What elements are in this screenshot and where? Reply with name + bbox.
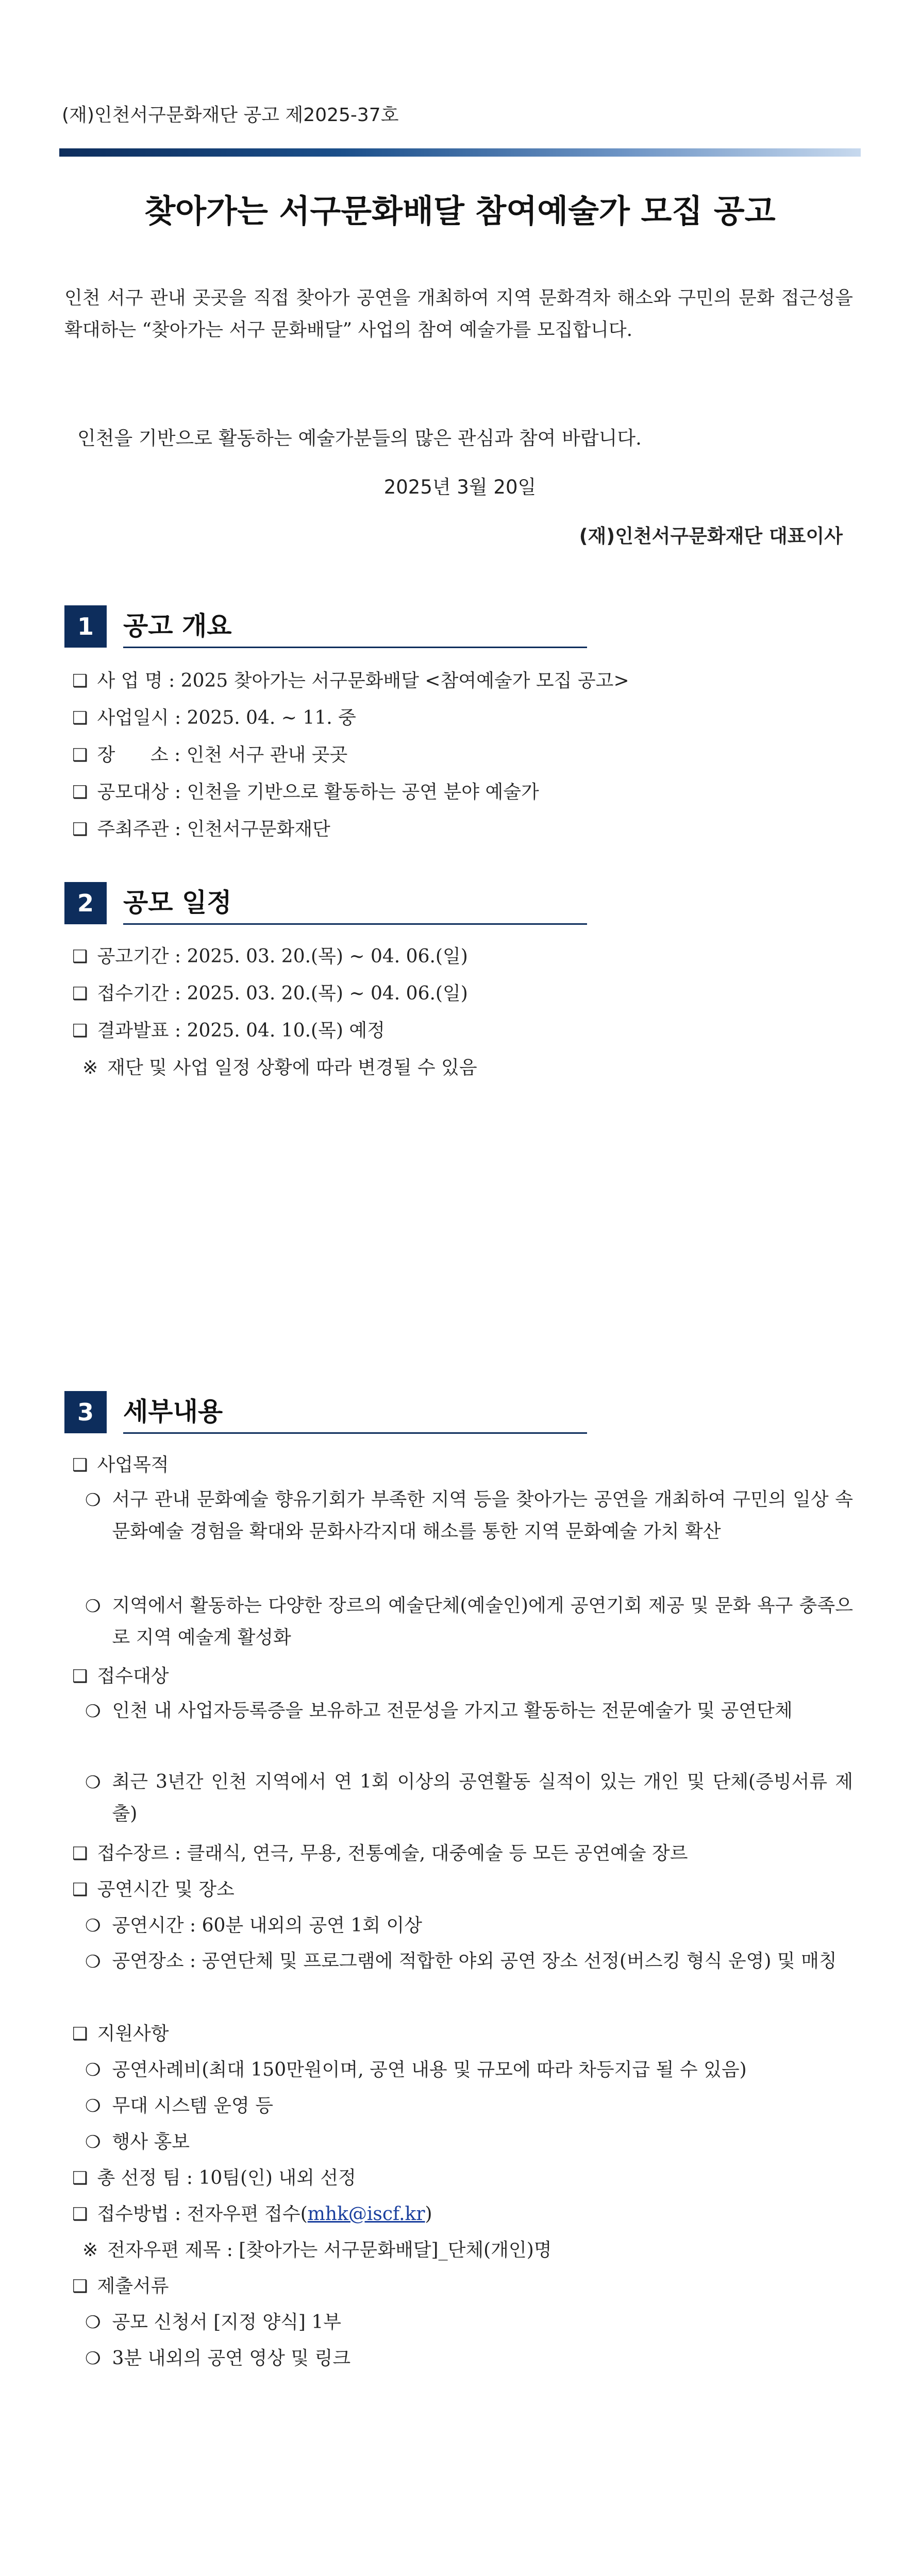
circle-bullet-icon: ❍ xyxy=(85,2060,101,2080)
circle-bullet-icon: ❍ xyxy=(85,2312,101,2333)
list-item: ❑ 접수기간 : 2025. 03. 20.(목) ~ 04. 06.(일) xyxy=(72,977,468,1010)
circle-bullet-icon: ❍ xyxy=(85,2096,101,2116)
note: ※ 전자우편 제목 : [찾아가는 서구문화배달]_단체(개인)명 xyxy=(82,2234,552,2267)
square-bullet-icon: ❑ xyxy=(72,1021,88,1041)
list-item: ❍ 3분 내외의 공연 영상 및 링크 xyxy=(85,2342,350,2375)
section-number: 2 xyxy=(64,882,107,924)
section-1-header xyxy=(64,605,587,648)
list-item: ❑ 공고기간 : 2025. 03. 20.(목) ~ 04. 06.(일) xyxy=(72,940,468,973)
list-item: ❑ 사업일시 : 2025. 04. ~ 11. 중 xyxy=(72,702,356,735)
list-item: ❑ 결과발표 : 2025. 04. 10.(목) 예정 xyxy=(72,1014,385,1047)
square-bullet-icon: ❑ xyxy=(72,2204,88,2225)
list-item: ❍ 공모 신청서 [지정 양식] 1부 xyxy=(85,2306,341,2339)
section-title: 세부내용 xyxy=(123,1391,587,1434)
section-title: 공모 일정 xyxy=(123,882,587,925)
list-item: ❍ 공연시간 : 60분 내외의 공연 1회 이상 xyxy=(85,1909,422,1942)
section-number: 1 xyxy=(64,605,107,648)
square-bullet-icon: ❑ xyxy=(72,708,88,728)
square-bullet-icon: ❑ xyxy=(72,745,88,766)
list-item: ❍ 지역에서 활동하는 다양한 장르의 예술단체(예술인)에게 공연기회 제공 및 문화 욕구 충족으로 지역 예술계 활성화 xyxy=(85,1590,853,1654)
square-bullet-icon: ❑ xyxy=(72,819,88,840)
circle-bullet-icon: ❍ xyxy=(85,1952,101,1972)
list-item: ❍ 공연사례비(최대 150만원이며, 공연 내용 및 규모에 따라 차등지급 될 수 있음) xyxy=(85,2054,747,2087)
notice-date: 2025년 3월 20일 xyxy=(383,476,537,498)
list-item: ❑ 지원사항 xyxy=(72,2018,169,2050)
square-bullet-icon: ❑ xyxy=(72,2024,88,2044)
list-item: ❑ 공모대상 : 인천을 기반으로 활동하는 공연 분야 예술가 xyxy=(72,776,539,809)
list-item: ❍ 서구 관내 문화예술 향유기회가 부족한 지역 등을 찾아가는 공연을 개최하여 구민의 일상 속 문화예술 경험을 확대와 문화사각지대 해소를 통한 지역 문화예술 가치 확산 xyxy=(85,1484,853,1548)
list-item: ❑ 접수대상 xyxy=(72,1660,169,1693)
list-item: ❑ 사업목적 xyxy=(72,1449,169,1482)
square-bullet-icon: ❑ xyxy=(72,2276,88,2297)
section-number: 3 xyxy=(64,1391,107,1433)
list-item: ❑ 주최주관 : 인천서구문화재단 xyxy=(72,813,330,846)
section-2-header xyxy=(64,882,587,924)
list-item: ❑ 총 선정 팀 : 10팀(인) 내외 선정 xyxy=(72,2162,356,2195)
section-3-header xyxy=(64,1391,587,1433)
list-item: ❑ 접수장르 : 클래식, 연극, 무용, 전통예술, 대중예술 등 모든 공연예술 장르 xyxy=(72,1837,688,1870)
issuing-org: (재)인천서구문화재단 대표이사 xyxy=(579,525,843,547)
email-link[interactable]: mhk@iscf.kr xyxy=(307,2204,425,2225)
circle-bullet-icon: ❍ xyxy=(85,2348,101,2369)
circle-bullet-icon: ❍ xyxy=(85,2132,101,2153)
square-bullet-icon: ❑ xyxy=(72,1455,88,1476)
list-item: ❑ 장 소 : 인천 서구 관내 곳곳 xyxy=(72,739,347,772)
square-bullet-icon: ❑ xyxy=(72,1666,88,1687)
list-item: ❍ 행사 홍보 xyxy=(85,2126,190,2159)
list-item: ❍ 무대 시스템 운영 등 xyxy=(85,2090,273,2123)
page-title: 찾아가는 서구문화배달 참여예술가 모집 공고 xyxy=(144,192,776,230)
square-bullet-icon: ❑ xyxy=(72,782,88,803)
note-mark-icon: ※ xyxy=(82,1057,98,1078)
list-item: ❑ 제출서류 xyxy=(72,2270,169,2303)
title-rule xyxy=(59,148,861,157)
square-bullet-icon: ❑ xyxy=(72,1879,88,1900)
circle-bullet-icon: ❍ xyxy=(85,1490,101,1511)
circle-bullet-icon: ❍ xyxy=(85,1916,101,1936)
intro-paragraph: 인천 서구 관내 곳곳을 직접 찾아가 공연을 개최하여 지역 문화격차 해소와 구민의 문화 접근성을 확대하는 “찾아가는 서구 문화배달” 사업의 참여 예술가를 모집합니다. xyxy=(64,287,853,341)
intro-paragraph-2: 인천을 기반으로 활동하는 예술가분들의 많은 관심과 참여 바랍니다. xyxy=(77,427,642,449)
circle-bullet-icon: ❍ xyxy=(85,1772,101,1793)
list-item: ❑ 사 업 명 : 2025 찾아가는 서구문화배달 <참여예술가 모집 공고> xyxy=(72,665,629,698)
square-bullet-icon: ❑ xyxy=(72,671,88,691)
circle-bullet-icon: ❍ xyxy=(85,1701,101,1722)
section-title: 공고 개요 xyxy=(123,605,587,648)
notice-number: (재)인천서구문화재단 공고 제2025-37호 xyxy=(62,105,399,126)
list-item: ❍ 최근 3년간 인천 지역에서 연 1회 이상의 공연활동 실적이 있는 개인 및 단체(증빙서류 제출) xyxy=(85,1766,853,1830)
list-item: ❑ 공연시간 및 장소 xyxy=(72,1873,235,1906)
list-item: ❍ 인천 내 사업자등록증을 보유하고 전문성을 가지고 활동하는 전문예술가 및 공연단체 xyxy=(85,1695,853,1728)
note: ※ 재단 및 사업 일정 상황에 따라 변경될 수 있음 xyxy=(82,1052,477,1084)
square-bullet-icon: ❑ xyxy=(72,2168,88,2189)
square-bullet-icon: ❑ xyxy=(72,1843,88,1864)
square-bullet-icon: ❑ xyxy=(72,946,88,967)
list-item: ❍ 공연장소 : 공연단체 및 프로그램에 적합한 야외 공연 장소 선정(버스킹 형식 운영) 및 매칭 xyxy=(85,1945,853,1978)
square-bullet-icon: ❑ xyxy=(72,984,88,1004)
list-item: ❑ 접수방법 : 전자우편 접수( mhk@iscf.kr ) xyxy=(72,2198,432,2231)
note-mark-icon: ※ xyxy=(82,2240,98,2261)
circle-bullet-icon: ❍ xyxy=(85,1596,101,1617)
